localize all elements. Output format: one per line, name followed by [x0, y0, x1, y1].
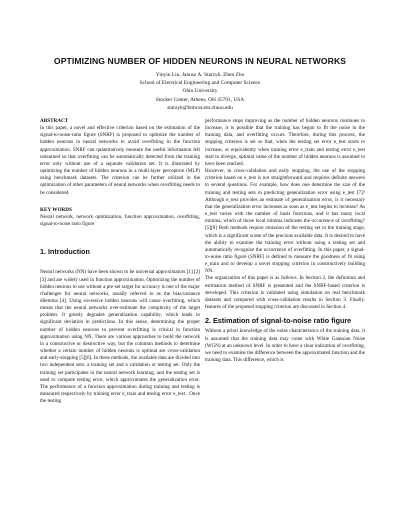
section2-text: Without a priori knowledge of the noise characteristics of the training data, it is assumed that the training data may come with White Gaussian Noise (WGN) at an unknown level. In order to have a clear indication of overfitting, we need to examine the difference between the approximated function and the training data. This difference, which is	[205, 328, 365, 363]
author-affiliation: School of Electrical Engineering and Computer Science	[139, 80, 261, 87]
author-block	[0, 71, 400, 112]
paper-title: OPTIMIZING NUMBER OF HIDDEN NEURONS IN NEURAL NETWORKS	[53, 56, 347, 66]
keywords-text: Neural network, network optimization, function approximation, overfitting, signal-to-noise ratio figure	[40, 213, 200, 228]
author-address: Stocker Center, Athens, OH 45701, USA	[155, 96, 245, 103]
section1-text: Neural networks (NN) have been shown to be universal approximators [1] [2] [3] and are widely used in function approximation. Optimizing the number of hidden neurons to use without a pre-set target for accuracy is one of the major challenges for neural networks, usually referred to as the bias/variance dilemma [4]. Using excessive hidden neurons will cause overfitting, which means that the neural networks over-estimate the complexity of the target problem. It greatly degrades generalization capability, which leads to significant deviation in predictions. In this sense, determining the proper number of hidden neurons to prevent overfitting is critical in function approximation using NN. There are various approaches to build the network in a constructive or destructive way, but the common methods to determine whether a certain number of hidden neurons is optimal are cross-validation and early-stopping [5][6]. In these methods, the available data are divided into two independent sets: a training set and a validation or testing set. Only the training set participates in the neural network learning, and the testing set is used to compute testing error, which approximates the generalization error. The performance of a function approximation during training and testing is measured respectively by training error e_train and testing error e_test . Once the testing	[40, 269, 200, 405]
author-names: Yinyin Liu, Janusz A. Starzyk, Zhen Zhu	[155, 72, 245, 78]
abstract-text: In this paper, a novel and effective criterion based on the estimation of the signal-to-noise-ratio figure (SNRF) is proposed to optimize the number of hidden neurons in neural networks to avoid overfitting in the function approximation. SNRF can quantitatively measure the useful information left unlearned so that overfitting can be automatically detected from the training error only without use of a separate validation set. It is illustrated by optimizing the number of hidden neurons in a multi-layer perceptron (MLP) using benchmark datasets. The criterion can be further utilized in the optimization of other parameters of neural networks when overfitting needs to be considered.	[40, 125, 200, 196]
right-para-1: performance stops improving as the number of hidden neurons continues to increase, it is possible that the training has begun to fit the noise in the training data, and overfitting occurs. Therefore, during this process, the stopping criterion is set so that, when the testing set error e_test starts to increase, or equivalently when training error e_train and testing error e_test start to diverge, optimal value of the number of hidden neurons is assumed to have been reached.	[205, 118, 365, 167]
author-email: starzyk@bobcat.ent.ohiou.edu	[167, 104, 233, 111]
left-column	[40, 118, 200, 405]
section2-heading: 2. Estimation of signal-to-noise ratio figure	[205, 316, 352, 326]
section1-heading: 1. Introduction	[40, 247, 90, 257]
abstract-heading: ABSTRACT	[40, 118, 69, 124]
right-para-2: However, in cross-validation and early stopping, the use of the stopping criterion based on e_test is not straightforward and requires definite answers to several questions. For example, how does one determine the size of the training and testing sets in predicting generalization error using e_test [7]? Although e_test provides an estimate of generalization error, is it necessary that the generalization error increases as soon as e_test begins to increase? As e_test varies with the number of basis functions, and it has many local minima, which of those local minima indicates the occurrence of overfitting? [5][8] Both methods require omission of the testing set in the training stage, which is a significant waste of the precious available data. It is desired to have the ability to examine the training error without using a testing set and automatically recognize the occurrence of overfitting. In this paper, a signal-to-noise ratio figure (SNRF) is defined to measure the goodness of fit using e_train and to develop a novel stopping criterion in constructively building NN.	[205, 168, 365, 275]
right-column	[205, 118, 365, 364]
keywords-heading: KEY WORDS	[40, 206, 72, 213]
right-para-3: The organization of this paper is as follows. In Section 2, the definition and estimation method of SNRF is presented and the SNRF-based criterion is developed. This criterion is validated using simulation on real benchmark datasets and compared with cross-validation results in Section 3. Finally, features of the proposed stopping criterion are discussed in Section 4.	[205, 275, 365, 311]
author-university: Ohio University	[182, 88, 218, 95]
